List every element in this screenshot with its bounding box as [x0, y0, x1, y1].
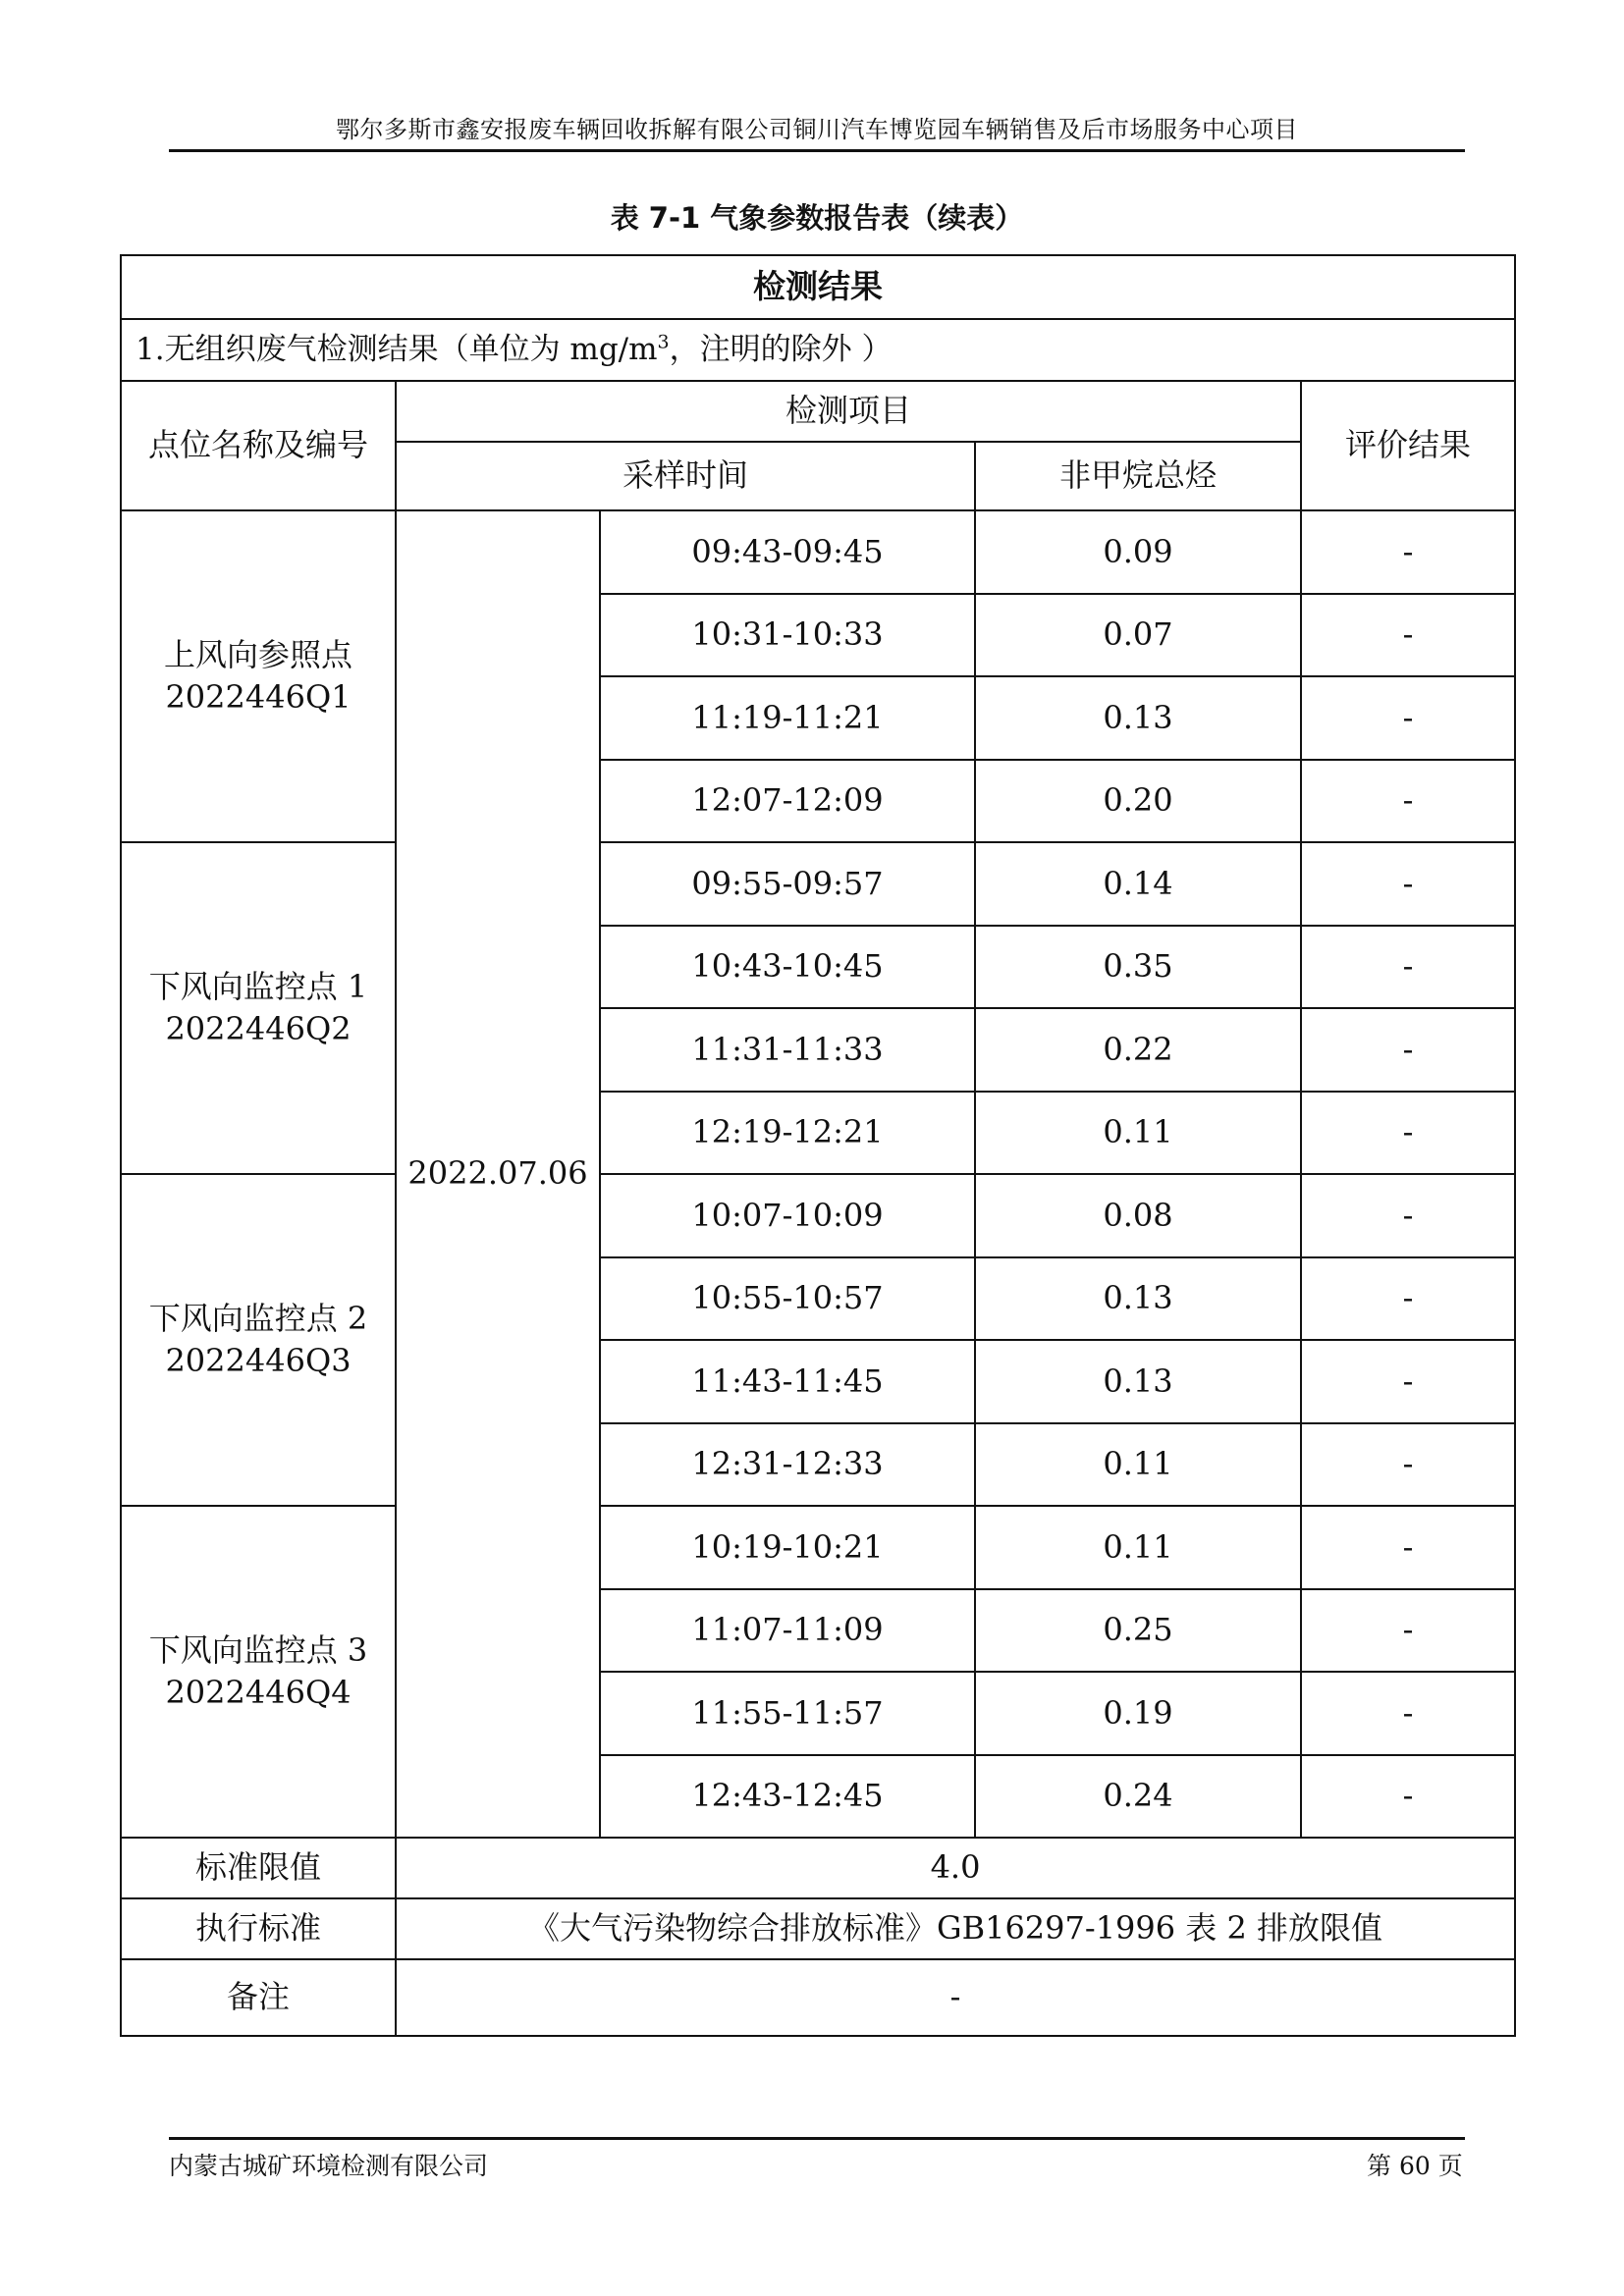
point-name: 下风向监控点 2 — [148, 1299, 368, 1337]
sampling-time-cell: 10:07-10:09 — [600, 1174, 975, 1257]
sampling-time-cell: 10:55-10:57 — [600, 1257, 975, 1341]
nmhc-value-cell: 0.35 — [975, 926, 1301, 1009]
header-rule — [169, 149, 1465, 152]
header-point-name: 点位名称及编号 — [121, 381, 396, 510]
evaluation-cell: - — [1301, 510, 1515, 594]
remark-label: 备注 — [121, 1959, 396, 2036]
evaluation-cell: - — [1301, 1174, 1515, 1257]
nmhc-value-cell: 0.09 — [975, 510, 1301, 594]
nmhc-value-cell: 0.13 — [975, 1340, 1301, 1423]
footer-rule — [169, 2137, 1465, 2140]
nmhc-value-cell: 0.25 — [975, 1589, 1301, 1673]
nmhc-value-cell: 0.22 — [975, 1008, 1301, 1092]
sampling-time-cell: 12:31-12:33 — [600, 1423, 975, 1507]
footer-company: 内蒙古城矿环境检测有限公司 — [169, 2152, 489, 2180]
nmhc-value-cell: 0.24 — [975, 1755, 1301, 1839]
nmhc-value-cell: 0.13 — [975, 1257, 1301, 1341]
standard-label: 执行标准 — [121, 1898, 396, 1959]
table-row — [121, 1506, 1515, 1589]
intro-suffix: ，注明的除外 ） — [669, 331, 893, 367]
evaluation-cell: - — [1301, 1092, 1515, 1175]
evaluation-cell: - — [1301, 1589, 1515, 1673]
evaluation-cell: - — [1301, 1506, 1515, 1589]
evaluation-cell: - — [1301, 1755, 1515, 1839]
table-row — [121, 842, 1515, 926]
sampling-time-cell: 11:43-11:45 — [600, 1340, 975, 1423]
point-name: 下风向监控点 1 — [148, 967, 368, 1005]
results-table — [120, 254, 1516, 2037]
point-name: 下风向监控点 3 — [148, 1630, 368, 1669]
evaluation-cell: - — [1301, 842, 1515, 926]
sampling-time-cell: 12:43-12:45 — [600, 1755, 975, 1839]
point-code: 2022446Q1 — [165, 678, 352, 716]
nmhc-value-cell: 0.14 — [975, 842, 1301, 926]
sampling-time-cell: 12:19-12:21 — [600, 1092, 975, 1175]
evaluation-cell: - — [1301, 594, 1515, 677]
sampling-time-cell: 09:55-09:57 — [600, 842, 975, 926]
results-intro — [121, 319, 1515, 381]
evaluation-cell: - — [1301, 1423, 1515, 1507]
point-cell — [121, 510, 396, 842]
intro-prefix: 1.无组织废气检测结果（单位为 mg/m — [135, 331, 658, 367]
sampling-date: 2022.07.06 — [396, 510, 600, 1838]
nmhc-value-cell: 0.19 — [975, 1672, 1301, 1755]
evaluation-cell: - — [1301, 1257, 1515, 1341]
evaluation-cell: - — [1301, 1672, 1515, 1755]
table-title: 检测结果 — [121, 255, 1515, 319]
table-caption: 表 7-1 气象参数报告表（续表） — [610, 201, 1024, 235]
point-code: 2022446Q3 — [165, 1342, 352, 1379]
evaluation-cell: - — [1301, 1340, 1515, 1423]
nmhc-value-cell: 0.08 — [975, 1174, 1301, 1257]
page-header-project-title: 鄂尔多斯市鑫安报废车辆回收拆解有限公司铜川汽车博览园车辆销售及后市场服务中心项目 — [336, 116, 1298, 143]
sampling-time-cell: 10:43-10:45 — [600, 926, 975, 1009]
intro-superscript: 3 — [657, 331, 670, 353]
footer-page-number: 第 60 页 — [1367, 2152, 1463, 2180]
nmhc-value-cell: 0.11 — [975, 1092, 1301, 1175]
evaluation-cell: - — [1301, 926, 1515, 1009]
point-cell — [121, 842, 396, 1174]
sampling-time-cell: 11:55-11:57 — [600, 1672, 975, 1755]
sampling-time-cell: 12:07-12:09 — [600, 760, 975, 843]
header-sampling-time: 采样时间 — [396, 442, 975, 510]
sampling-time-cell: 09:43-09:45 — [600, 510, 975, 594]
point-code: 2022446Q4 — [165, 1674, 352, 1711]
nmhc-value-cell: 0.11 — [975, 1506, 1301, 1589]
sampling-time-cell: 11:07-11:09 — [600, 1589, 975, 1673]
header-test-items: 检测项目 — [396, 381, 1301, 442]
evaluation-cell: - — [1301, 1008, 1515, 1092]
sampling-time-cell: 10:31-10:33 — [600, 594, 975, 677]
evaluation-cell: - — [1301, 676, 1515, 760]
sampling-time-cell: 10:19-10:21 — [600, 1506, 975, 1589]
nmhc-value-cell: 0.07 — [975, 594, 1301, 677]
nmhc-value-cell: 0.13 — [975, 676, 1301, 760]
sampling-time-cell: 11:19-11:21 — [600, 676, 975, 760]
point-cell — [121, 1506, 396, 1838]
nmhc-value-cell: 0.11 — [975, 1423, 1301, 1507]
standard-value: 《大气污染物综合排放标准》GB16297-1996 表 2 排放限值 — [396, 1898, 1515, 1959]
header-nmhc: 非甲烷总烃 — [975, 442, 1301, 510]
evaluation-cell: - — [1301, 760, 1515, 843]
table-row — [121, 510, 1515, 594]
nmhc-value-cell: 0.20 — [975, 760, 1301, 843]
limit-value: 4.0 — [396, 1838, 1515, 1898]
remark-value: - — [396, 1959, 1515, 2036]
point-code: 2022446Q2 — [165, 1010, 352, 1047]
sampling-time-cell: 11:31-11:33 — [600, 1008, 975, 1092]
limit-label: 标准限值 — [121, 1838, 396, 1898]
table-row — [121, 1174, 1515, 1257]
point-cell — [121, 1174, 396, 1506]
header-evaluation: 评价结果 — [1301, 381, 1515, 510]
point-name: 上风向参照点 — [163, 635, 352, 673]
